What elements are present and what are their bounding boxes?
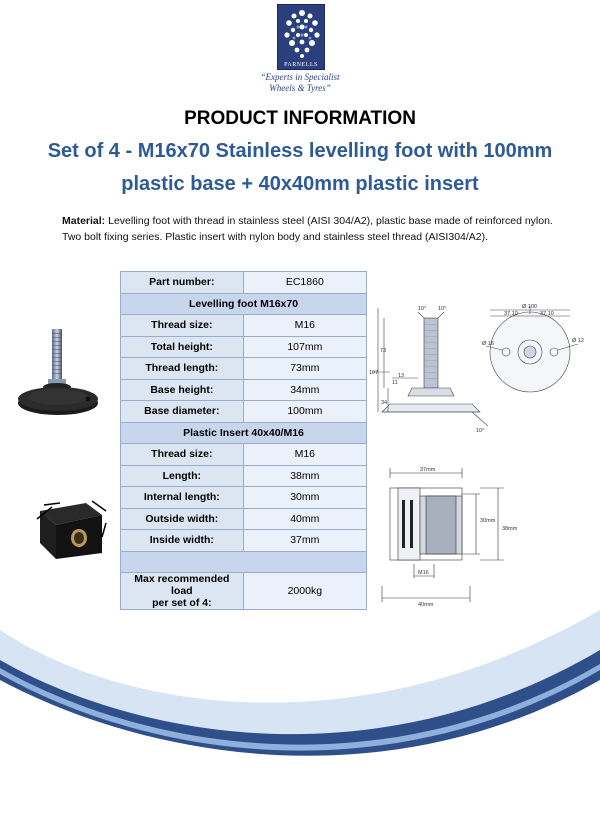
logo-text: PARNELLS <box>284 62 318 68</box>
dim-plan-left: 37.10 <box>504 311 518 317</box>
material-text-line2: Two bolt fixing series. Plastic insert with nylon body and stainless steel thread (AISI304/A2). <box>62 231 489 243</box>
table-row <box>121 336 367 358</box>
dim-insert-top: 37mm <box>420 467 436 473</box>
tagline-line1: “Experts in Specialist <box>260 72 340 82</box>
product-title-line2: plastic base + 40x40mm plastic insert <box>121 173 479 195</box>
dim-insert-inner: 30mm <box>480 518 496 524</box>
spec-label: Base height: <box>121 379 244 401</box>
foot-side-drawing <box>368 300 490 440</box>
spec-label: Total height: <box>121 336 244 358</box>
spec-label: Internal length: <box>121 487 244 509</box>
dim-plan-hole-left: Ø 16 <box>482 341 494 347</box>
spec-value: M16 <box>243 444 366 466</box>
section-levelling-foot: Levelling foot M16x70 <box>121 293 367 315</box>
part-number-label: Part number: <box>121 272 244 294</box>
dim-insert-height: 38mm <box>502 526 518 532</box>
table-row <box>121 530 367 552</box>
spec-value: M16 <box>243 315 366 337</box>
foot-plan-drawing <box>482 300 592 400</box>
dim-insert-thread: M16 <box>418 570 429 576</box>
spec-table <box>120 271 367 610</box>
table-row <box>121 315 367 337</box>
dim-plan-diameter: Ø 100 <box>522 304 537 310</box>
spec-label: Thread size: <box>121 444 244 466</box>
dim-angle-right: 10° <box>438 306 447 312</box>
spec-value: 37mm <box>243 530 366 552</box>
table-row <box>121 379 367 401</box>
spec-value: 40mm <box>243 508 366 530</box>
spec-value: 100mm <box>243 401 366 423</box>
part-number-value: EC1860 <box>243 272 366 294</box>
table-row <box>121 422 367 444</box>
dim-bottom-angle: 10° <box>476 428 485 434</box>
dim-plan-hole-right: Ø 12 <box>572 338 584 344</box>
table-row <box>121 272 367 294</box>
spec-label: Base diameter: <box>121 401 244 423</box>
empty-row <box>121 551 367 573</box>
spec-label: Outside width: <box>121 508 244 530</box>
table-row <box>121 401 367 423</box>
load-value: 2000kg <box>243 573 366 610</box>
spec-value: 73mm <box>243 358 366 380</box>
plastic-insert-photo <box>32 497 110 559</box>
load-label-line2: per set of 4: <box>152 597 212 609</box>
table-row <box>121 465 367 487</box>
table-row <box>121 487 367 509</box>
spec-value: 38mm <box>243 465 366 487</box>
spec-label: Thread length: <box>121 358 244 380</box>
dim-thread-length: 73 <box>380 348 387 354</box>
insert-drawing <box>380 460 540 610</box>
spec-label: Thread size: <box>121 315 244 337</box>
dim-total-height: 107 <box>369 370 379 376</box>
dim-angle-left: 10° <box>418 306 427 312</box>
spec-label: Length: <box>121 465 244 487</box>
product-title-line1: Set of 4 - M16x70 Stainless levelling foot with 100mm <box>47 140 553 162</box>
dim-11: 11 <box>392 380 398 386</box>
page-heading: PRODUCT INFORMATION <box>184 108 416 129</box>
table-row <box>121 551 367 573</box>
tagline-line2: Wheels & Tyres” <box>269 83 331 93</box>
spec-value: 30mm <box>243 487 366 509</box>
decorative-swoosh <box>0 590 600 835</box>
table-row <box>121 358 367 380</box>
spec-label: Inside width: <box>121 530 244 552</box>
spec-value: 34mm <box>243 379 366 401</box>
section-plastic-insert: Plastic Insert 40x40/M16 <box>121 422 367 444</box>
material-text-line1: Levelling foot with thread in stainless steel (AISI 304/A2), plastic base made of reinforced nylon. <box>105 215 553 227</box>
dim-base-height: 34 <box>381 400 388 406</box>
levelling-foot-photo <box>12 325 104 425</box>
spec-value: 107mm <box>243 336 366 358</box>
material-description <box>62 213 562 245</box>
logo-circles-icon <box>278 5 326 63</box>
dim-plan-right: 37.10 <box>540 311 554 317</box>
material-label: Material: <box>62 215 106 227</box>
dim-insert-bottom: 40mm <box>418 602 434 608</box>
load-label-line1: Max recommended load <box>134 573 230 597</box>
table-row <box>121 508 367 530</box>
table-row <box>121 293 367 315</box>
dim-13: 13 <box>398 373 405 379</box>
table-row <box>121 444 367 466</box>
